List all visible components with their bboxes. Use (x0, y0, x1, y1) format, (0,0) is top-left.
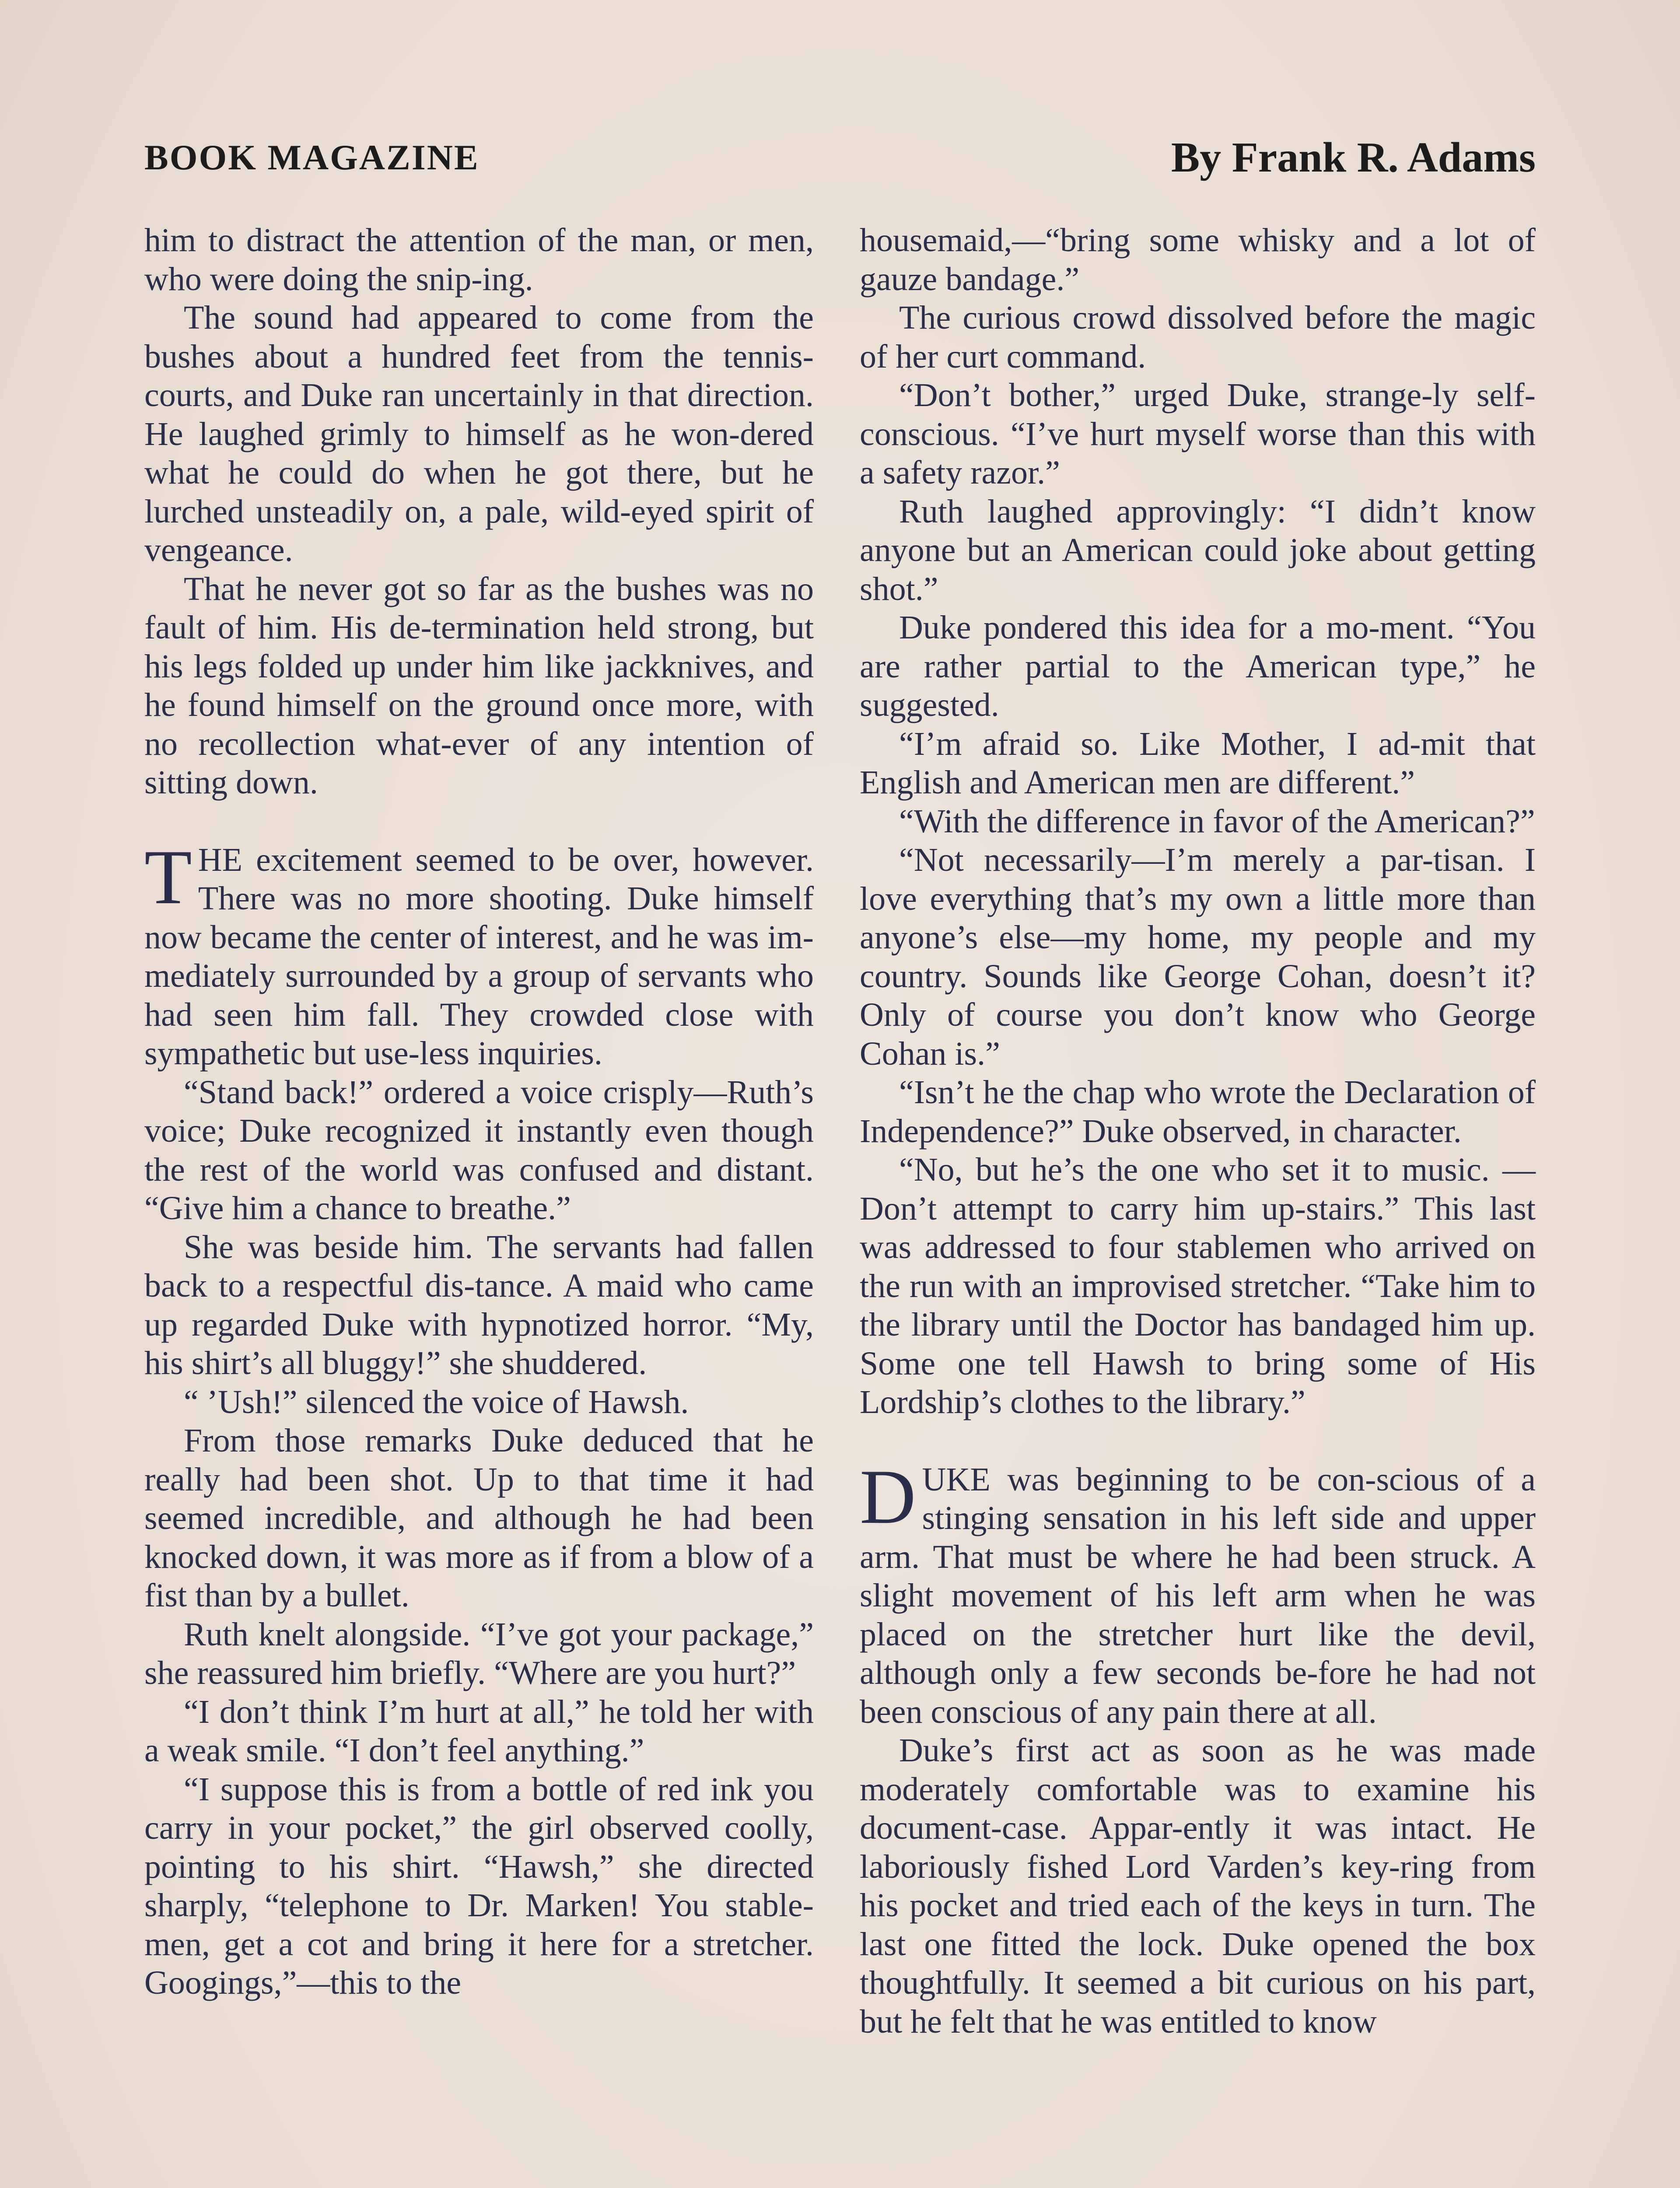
paragraph: housemaid,—“bring some whisky and a lot of gauze bandage.” (860, 222, 1536, 298)
paragraph: She was beside him. The servants had fallen back to a respectful dis-tance. A maid who came up regarded Duke with hypnotized horror. “My, his shirt’s all bluggy!” she shuddered. (144, 1228, 814, 1382)
paragraph: “Don’t bother,” urged Duke, strange-ly self-conscious. “I’ve hurt myself worse than this with a safety razor.” (860, 377, 1536, 491)
paragraph: “Stand back!” ordered a voice crisply—Ruth’s voice; Duke recognized it instantly even though the rest of the world was confused and distant. “Give him a chance to breathe.” (144, 1073, 814, 1227)
paragraph: Ruth knelt alongside. “I’ve got your package,” she reassured him briefly. “Where are you hurt?” (144, 1616, 814, 1691)
section-paragraph (860, 1453, 1536, 1732)
magazine-title: BOOK MAGAZINE (144, 137, 480, 177)
paragraph: “Isn’t he the chap who wrote the Declaration of Independence?” Duke observed, in character. (860, 1074, 1536, 1150)
paragraph: “With the difference in favor of the American?” (899, 803, 1535, 840)
paragraph: “Not necessarily—I’m merely a par-tisan. I love everything that’s my own a little more than anyone’s else—my home, my people and my country. Sounds like George Cohan, doesn’t it? Only of course you don’t know who George Cohan is.” (860, 842, 1536, 1072)
paragraph: Duke’s first act as soon as he was made moderately comfortable was to examine his document-case. Appar-ently it was intact. He laboriously fished Lord Varden’s key-ring from his pocket and tried each of the keys in turn. The last one fitted the lock. Duke opened the box thoughtfully. It seemed a bit curious on his part, but he felt that he was entitled to know (860, 1732, 1536, 2040)
paragraph: “I don’t think I’m hurt at all,” he told her with a weak smile. “I don’t feel anything.” (144, 1693, 814, 1769)
drop-cap: D (860, 1453, 916, 1540)
paragraph: From those remarks Duke deduced that he really had been shot. Up to that time it had seemed incredible, and although he had been knocked down, it was more as if from a blow of a fist than by a bullet. (144, 1422, 814, 1614)
left-column (144, 221, 814, 2002)
section-paragraph (144, 833, 814, 1073)
paragraph: “No, but he’s the one who set it to music. —Don’t attempt to carry him up-stairs.” This last was addressed to four stablemen who arrived on the run with an improvised stretcher. “Take him to the library until the Doctor has bandaged him up. Some one tell Hawsh to bring some of His Lordship’s clothes to the library.” (860, 1151, 1536, 1420)
paragraph: Duke pondered this idea for a mo-ment. “You are rather partial to the American type,” he suggested. (860, 609, 1536, 723)
right-column (860, 221, 1536, 2041)
running-header (144, 131, 1536, 184)
paragraph: The curious crowd dissolved before the magic of her curt command. (860, 299, 1536, 375)
paragraph: The sound had appeared to come from the bushes about a hundred feet from the tennis-courts, and Duke ran uncertainly in that direction. He laughed grimly to himself as he won-dered what he could do when he got there, but he lurched unsteadily on, a pale, wild-eyed spirit of vengeance. (144, 299, 814, 568)
paragraph-text: UKE was beginning to be con-scious of a stinging sensation in his left side and upper arm. That must be where he had been struck. A slight movement of his left arm when he was placed on the stretcher hurt like the devil, although only a few seconds be-fore he had not been conscious of any pain there at all. (860, 1461, 1536, 1730)
drop-cap: T (144, 833, 192, 920)
paragraph: That he never got so far as the bushes was no fault of him. His de-termination held strong, but his legs folded up under him like jackknives, and he found himself on the ground once more, with no recollection what-ever of any intention of sitting down. (144, 570, 814, 801)
paragraph: him to distract the attention of the man, or men, who were doing the snip-ing. (144, 222, 814, 298)
paragraph: “ ’Ush!” silenced the voice of Hawsh. (184, 1383, 689, 1420)
paragraph-text: HE excitement seemed to be over, however. There was no more shooting. Duke himself now became the center of interest, and he was im-mediately surrounded by a group of servants who had seen him fall. They crowded close with sympathetic but use-less inquiries. (144, 841, 814, 1072)
paragraph: “I’m afraid so. Like Mother, I ad-mit that English and American men are different.” (860, 725, 1536, 801)
paragraph: Ruth laughed approvingly: “I didn’t know anyone but an American could joke about getting shot.” (860, 493, 1536, 607)
paragraph: “I suppose this is from a bottle of red ink you carry in your pocket,” the girl observed coolly, pointing to his shirt. “Hawsh,” she directed sharply, “telephone to Dr. Marken! You stable-men, get a cot and bring it here for a stretcher. Googings,”—this to the (144, 1771, 814, 2001)
author-byline: By Frank R. Adams (1171, 134, 1536, 181)
